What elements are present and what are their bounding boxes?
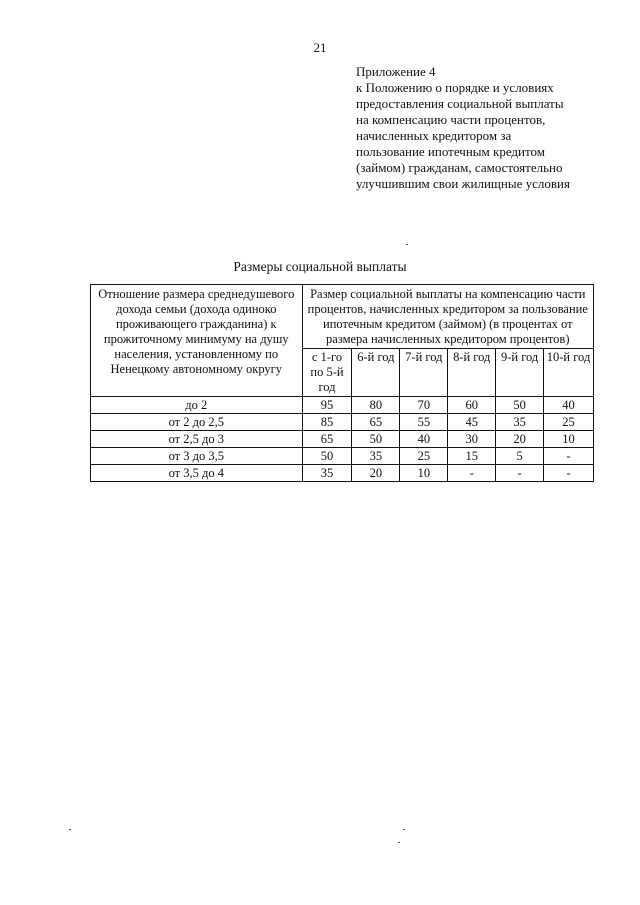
- table-cell: -: [544, 448, 594, 465]
- table-cell: 25: [544, 414, 594, 431]
- appendix-line: (займом) гражданам, самостоятельно: [356, 160, 563, 175]
- scan-speck: [406, 244, 408, 245]
- table-cell: 50: [302, 448, 352, 465]
- table-cell: 60: [448, 397, 496, 414]
- header-income-ratio: Отношение размера среднедушевого дохода семьи (дохода одиноко проживающего гражданина) к прожиточному минимуму на душу населения, установленному по Ненецкому автономному округу: [91, 285, 303, 397]
- appendix-line: пользование ипотечным кредитом: [356, 144, 545, 159]
- payments-table: [90, 284, 594, 482]
- year-header: 6-й год: [352, 349, 400, 397]
- table-cell: 30: [448, 431, 496, 448]
- year-header: 10-й год: [544, 349, 594, 397]
- table-cell: -: [544, 465, 594, 482]
- row-label: до 2: [91, 397, 303, 414]
- table-cell: 35: [496, 414, 544, 431]
- appendix-line: начисленных кредитором за: [356, 128, 512, 143]
- table-cell: 95: [302, 397, 352, 414]
- appendix-line: улучшившим свои жилищные условия: [356, 176, 570, 191]
- appendix-line: на компенсацию части процентов,: [356, 112, 546, 127]
- table-cell: 40: [544, 397, 594, 414]
- table-cell: 10: [400, 465, 448, 482]
- table-row: [91, 414, 594, 431]
- appendix-block: [356, 64, 626, 192]
- appendix-line: к Положению о порядке и условиях: [356, 80, 554, 95]
- table-cell: 25: [400, 448, 448, 465]
- header-payment-size: Размер социальной выплаты на компенсацию части процентов, начисленных кредитором за пользование ипотечным кредитом (займом) (в процентах от размера начисленных кредитором процентов): [302, 285, 593, 349]
- table-row: [91, 431, 594, 448]
- year-header: с 1-го по 5-й год: [302, 349, 352, 397]
- table-cell: 45: [448, 414, 496, 431]
- table-cell: 15: [448, 448, 496, 465]
- scan-speck: [403, 829, 405, 830]
- row-label: от 3,5 до 4: [91, 465, 303, 482]
- appendix-line: Приложение 4: [356, 64, 436, 79]
- table-cell: 5: [496, 448, 544, 465]
- table-cell: 10: [544, 431, 594, 448]
- table-row: [91, 448, 594, 465]
- table-cell: -: [496, 465, 544, 482]
- appendix-line: предоставления социальной выплаты: [356, 96, 564, 111]
- table-row: [91, 465, 594, 482]
- table-cell: 40: [400, 431, 448, 448]
- table-cell: 85: [302, 414, 352, 431]
- scan-speck: [69, 829, 71, 830]
- table-cell: 35: [352, 448, 400, 465]
- table-cell: 20: [352, 465, 400, 482]
- table-cell: 35: [302, 465, 352, 482]
- table-row: [91, 397, 594, 414]
- row-label: от 2,5 до 3: [91, 431, 303, 448]
- row-label: от 2 до 2,5: [91, 414, 303, 431]
- table-cell: 80: [352, 397, 400, 414]
- table-cell: 50: [496, 397, 544, 414]
- table-cell: 20: [496, 431, 544, 448]
- page-number: 21: [313, 40, 327, 55]
- table-cell: 65: [352, 414, 400, 431]
- table-cell: 70: [400, 397, 448, 414]
- table-cell: -: [448, 465, 496, 482]
- row-label: от 3 до 3,5: [91, 448, 303, 465]
- table-cell: 65: [302, 431, 352, 448]
- table-cell: 50: [352, 431, 400, 448]
- table-title: Размеры социальной выплаты: [233, 259, 407, 274]
- table-cell: 55: [400, 414, 448, 431]
- year-header: 7-й год: [400, 349, 448, 397]
- year-header: 9-й год: [496, 349, 544, 397]
- year-header: 8-й год: [448, 349, 496, 397]
- scan-speck: [398, 842, 400, 843]
